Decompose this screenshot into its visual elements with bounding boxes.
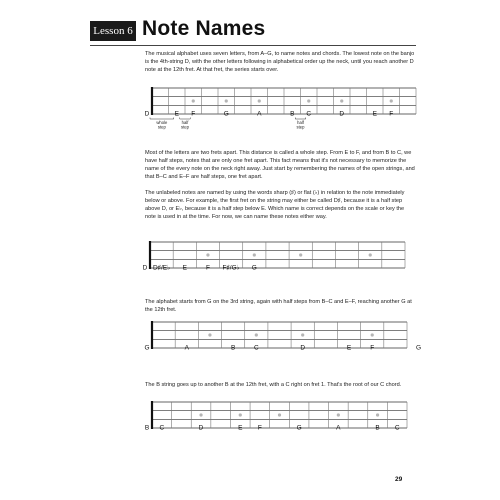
note-label: A bbox=[336, 424, 341, 432]
note-label: E bbox=[346, 344, 352, 352]
lesson-title: Note Names bbox=[142, 17, 266, 40]
paragraph-intro: The musical alphabet uses seven letters, from A–G, to name notes and chords. The lowest note on the banjo is the 4th-string D, with the other letters following in alphabetical order up the neck, until you reach another D note at the 12th fret. At that fret, the series starts over. bbox=[145, 51, 415, 73]
note-label: E bbox=[174, 110, 179, 118]
note-label: D bbox=[142, 264, 148, 272]
note-label: C bbox=[394, 424, 400, 432]
note-label: B bbox=[144, 424, 150, 432]
paragraph-steps: Most of the letters are two frets apart. This distance is called a whole step. From E to F, and from B to C, we have half steps, notes that are only one fret apart. This fact means that it's not necessary to memorize the name of the every note on the neck right away. Just start by remembering the names of the open strings, and that B–C and E–F are half steps, one fret apart. bbox=[145, 150, 415, 180]
position-dot bbox=[278, 413, 281, 416]
whole-step-label: step bbox=[157, 124, 166, 130]
note-label: E bbox=[182, 264, 187, 272]
note-label: E bbox=[238, 424, 243, 432]
half-step-2-label: step bbox=[296, 124, 305, 130]
half-step-2-label: half bbox=[297, 120, 304, 125]
note-label: G bbox=[416, 344, 422, 352]
position-dot bbox=[337, 413, 340, 416]
note-label: B bbox=[375, 424, 380, 432]
note-label: G bbox=[144, 344, 150, 352]
note-label: D bbox=[198, 424, 204, 432]
position-dot bbox=[239, 413, 242, 416]
note-label: E bbox=[372, 110, 377, 118]
note-label: B bbox=[290, 110, 295, 118]
position-dot bbox=[376, 413, 379, 416]
note-label: D bbox=[339, 110, 345, 118]
note-label: F bbox=[205, 264, 210, 272]
whole-step-label: whole bbox=[156, 120, 168, 125]
note-label: F♯/G♭ bbox=[222, 264, 240, 272]
lesson-badge: Lesson 6 bbox=[90, 21, 136, 41]
note-label: C bbox=[159, 424, 165, 432]
note-label: D bbox=[300, 344, 306, 352]
note-label: F bbox=[191, 110, 196, 118]
note-label: F bbox=[370, 344, 375, 352]
paragraph-sharps-flats: The unlabeled notes are named by using the words sharp (♯) or flat (♭) in relation to the note immediately below or above. For example, the first fret on the string may either be called D♯, because it is a half step above D, or E♭, because it is a half step below E. Which name is correct depends on the scale or key the note is used in at the time. For now, we can name these notes either way. bbox=[145, 190, 405, 220]
note-label: D bbox=[144, 110, 150, 118]
note-label: G bbox=[296, 424, 302, 432]
note-label: C bbox=[306, 110, 312, 118]
half-step-1-label: half bbox=[181, 120, 189, 125]
half-step-1-label: step bbox=[181, 124, 189, 130]
note-label: G bbox=[251, 264, 257, 272]
note-label: G bbox=[223, 110, 229, 118]
position-dot bbox=[199, 413, 202, 416]
paragraph-b-string: The B string goes up to another B at the 12th fret, with a C right on fret 1. That's the root of our C chord. bbox=[145, 382, 402, 388]
note-label: C bbox=[253, 344, 259, 352]
note-label: D♯/E♭ bbox=[153, 264, 171, 272]
note-label: A bbox=[184, 344, 189, 352]
note-label: B bbox=[230, 344, 236, 352]
note-label: F bbox=[257, 424, 262, 432]
paragraph-3rd-string: The alphabet starts from G on the 3rd string, again with half steps from B–C and E–F, reaching another G at the 12th fret. bbox=[145, 299, 412, 313]
note-label: A bbox=[257, 110, 262, 118]
note-label: F bbox=[389, 110, 394, 118]
page-number: 29 bbox=[395, 476, 403, 483]
